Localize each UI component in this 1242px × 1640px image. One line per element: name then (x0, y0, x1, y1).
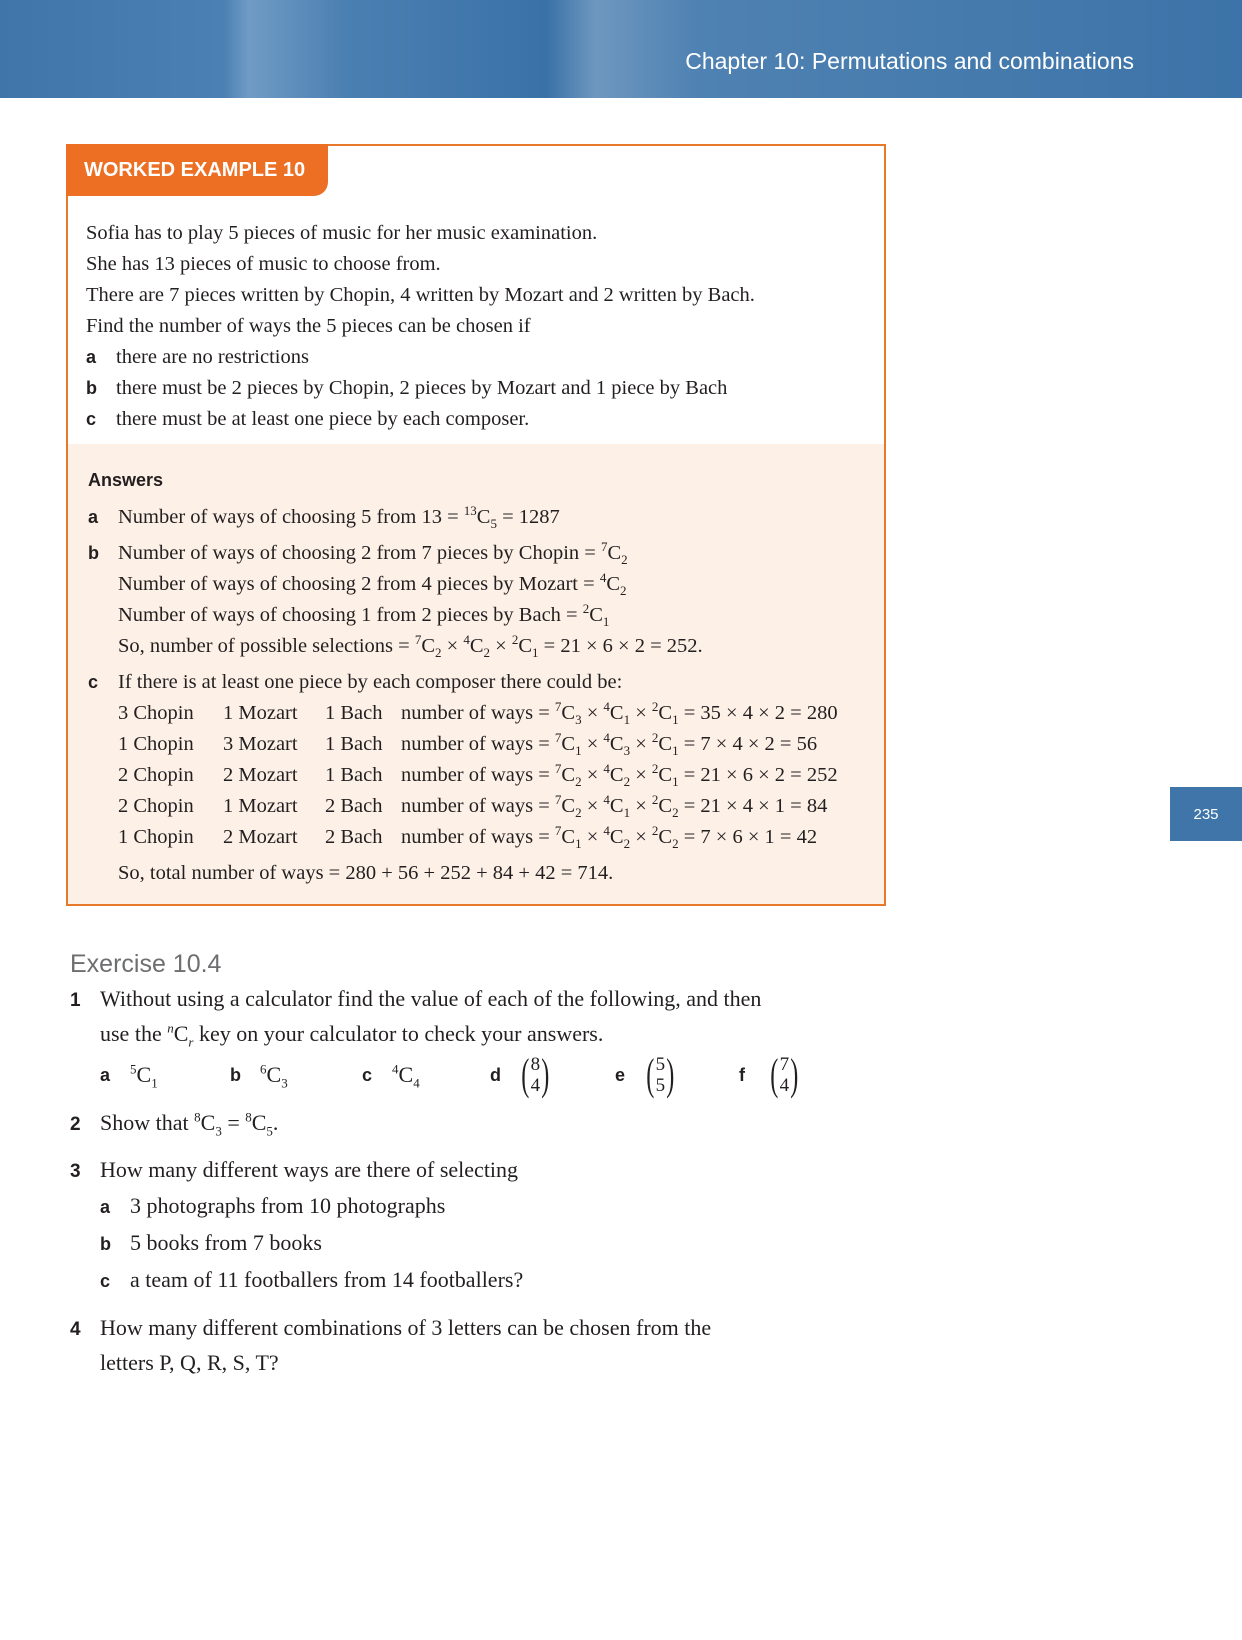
answer-c-total: So, total number of ways = 280 + 56 + 252 + 84 + 42 = 714. (118, 862, 614, 884)
exercise-title: Exercise 10.4 (70, 950, 222, 978)
answer-b-line4: So, number of possible selections = $^7C_2 \times ^4C_2 \times ^2C_1 = 21 \times 6 \times 2 = 252$. (118, 632, 703, 661)
question-part-a: a there are no restrictions (86, 346, 309, 368)
question-line: There are 7 pieces written by Chopin, 4 written by Mozart and 2 written by Bach. (86, 284, 755, 306)
question-1-item-f: f ( 7 4 ) (739, 1050, 799, 1099)
answer-c-row: 1 Chopin 3 Mozart 1 Bach number of ways = $^7C_1 \times ^4C_3 \times ^2C_1 = 7 \times 4 \times 2 = 56$ (118, 730, 818, 759)
page-number-tab: 235 (1170, 787, 1242, 841)
question-line: Find the number of ways the 5 pieces can be chosen if (86, 315, 531, 337)
question-1-item-a: a $^5C_1$ (100, 1061, 158, 1091)
answer-c-intro: c If there is at least one piece by each composer there could be: (88, 671, 623, 693)
question-1-item-c: c $^4C_4$ (362, 1061, 420, 1091)
answer-a: a Number of ways of choosing 5 from $13 = ^{13}C_5 = 1287$ (88, 503, 560, 532)
question-line: She has 13 pieces of music to choose from. (86, 253, 441, 275)
answers-heading: Answers (88, 470, 164, 490)
answer-b-line1: b Number of ways of choosing 2 from 7 pieces by Chopin = $^7C_2$ (88, 539, 628, 568)
question-3: 3 How many different ways are there of selecting (70, 1157, 519, 1182)
answer-c-row: 2 Chopin 1 Mozart 2 Bach number of ways = $^7C_2 \times ^4C_1 \times ^2C_2 = 21 \times 4 \times 1 = 84$ (118, 792, 828, 821)
answer-c-row: 2 Chopin 2 Mozart 1 Bach number of ways = $^7C_2 \times ^4C_2 \times ^2C_1 = 21 \times 6 \times 2 = 252$ (118, 761, 838, 790)
question-1-item-e: e ( 5 5 ) (615, 1050, 675, 1099)
exercise-questions (70, 982, 900, 1379)
question-part-c: c there must be at least one piece by each composer. (86, 408, 530, 430)
answer-b-line3: Number of ways of choosing 1 from 2 pieces by Bach = $^2C_1$ (118, 601, 610, 630)
question-4-line2: letters P, Q, R, S, T? (100, 1350, 279, 1375)
answer-c-row: 1 Chopin 2 Mozart 2 Bach number of ways = $^7C_1 \times ^4C_2 \times ^2C_2 = 7 \times 6 \times 1 = 42$ (118, 823, 818, 852)
answers-body (88, 502, 870, 889)
question-1-line2: use the $^nC_r$ key on your calculator to check your answers. (100, 1020, 604, 1050)
question-1-item-b: b $^6C_3$ (230, 1061, 288, 1091)
answer-c-row: 3 Chopin 1 Mozart 1 Bach number of ways = $^7C_3 \times ^4C_1 \times ^2C_1 = 35 \times 4 \times 2 = 280$ (118, 699, 838, 728)
answers-panel (68, 444, 884, 904)
question-1-line1: 1 Without using a calculator find the value of each of the following, and then (70, 986, 762, 1011)
worked-example-box (66, 144, 886, 906)
worked-example-label: WORKED EXAMPLE 10 (66, 144, 328, 196)
question-3-part-c: c a team of 11 footballers from 14 footballers? (100, 1267, 524, 1292)
question-3-part-a: a 3 photographs from 10 photographs (100, 1193, 446, 1218)
question-1-items (70, 1050, 900, 1100)
question-line: Sofia has to play 5 pieces of music for her music examination. (86, 222, 598, 244)
answer-b-line2: Number of ways of choosing 2 from 4 pieces by Mozart = $^4C_2$ (118, 570, 627, 599)
question-4-line1: 4 How many different combinations of 3 letters can be chosen from the (70, 1315, 712, 1340)
question-2: 2 Show that $^8C_3 = ^8C_5$. (70, 1109, 279, 1139)
question-3-part-b: b 5 books from 7 books (100, 1230, 322, 1255)
chapter-header-banner (0, 0, 1242, 98)
worked-example-question (86, 218, 864, 435)
chapter-title: Chapter 10: Permutations and combinations (685, 48, 1134, 74)
question-part-b: b there must be 2 pieces by Chopin, 2 pieces by Mozart and 1 piece by Bach (86, 377, 728, 399)
question-1-item-d: d ( 8 4 ) (490, 1050, 550, 1099)
